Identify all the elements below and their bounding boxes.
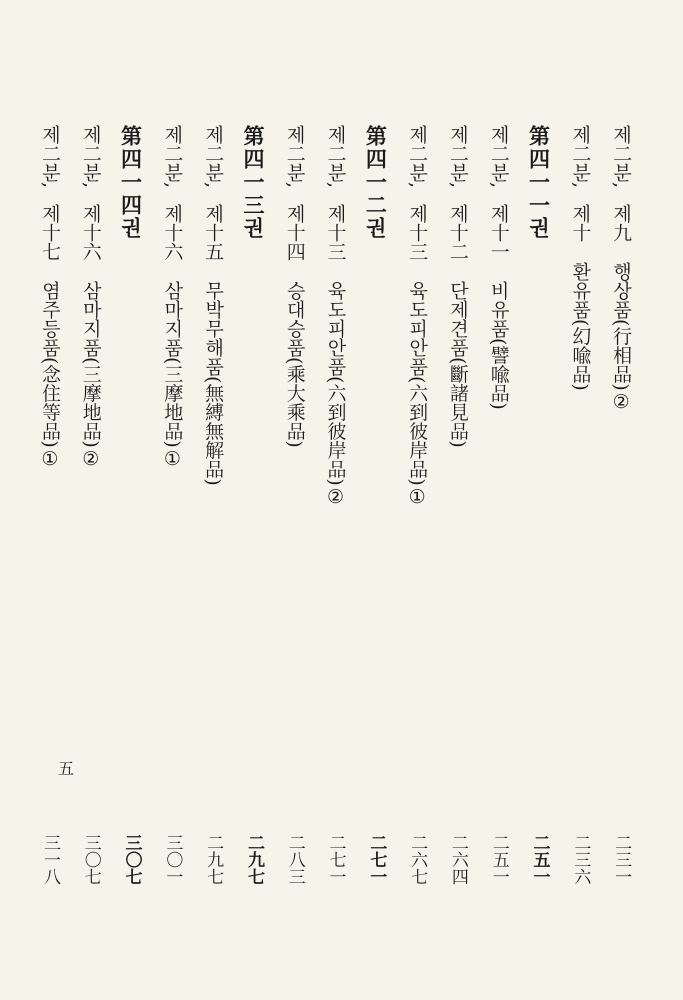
entry-page-number: 二三一 <box>611 834 632 885</box>
entry-part: 제二분, <box>161 125 184 189</box>
toc-entry-row <box>192 125 233 885</box>
entry-page-number: 二六四 <box>447 834 468 885</box>
entry-part: 제二분, <box>79 125 102 189</box>
volume-heading-row <box>111 125 152 885</box>
entry-page-number: 二七一 <box>366 834 387 885</box>
entry-title: 육도피안품(六到彼岸品)① <box>406 281 429 508</box>
entry-page-number: 二九七 <box>243 834 264 885</box>
volume-heading-row <box>355 125 396 885</box>
page-number: 五 <box>58 759 75 778</box>
entry-page-number: 二五一 <box>488 834 509 885</box>
entry-part: 제二분, <box>38 125 61 189</box>
volume-heading-row <box>233 125 274 885</box>
entry-page-number: 二九七 <box>203 834 224 885</box>
volume-title: 第四一一권 <box>526 125 552 240</box>
entry-part: 제二분, <box>569 125 592 189</box>
toc-entry-row <box>559 125 600 885</box>
entry-chapter: 제十六 <box>79 204 102 262</box>
entry-title: 염주등품(念住等品)① <box>38 281 61 470</box>
entry-chapter: 제十一 <box>487 204 510 262</box>
entry-page-number: 二六七 <box>407 834 428 885</box>
entry-title: 단제견품(斷諸見品) <box>446 281 469 448</box>
volume-title: 第四一三권 <box>240 125 266 240</box>
volume-heading-row <box>519 125 560 885</box>
entry-chapter: 제十七 <box>38 204 61 262</box>
toc-entry-row <box>478 125 519 885</box>
entry-page-number: 三〇七 <box>80 834 101 885</box>
entry-part: 제二분, <box>406 125 429 189</box>
entry-page-number: 二三六 <box>570 834 591 885</box>
entry-title: 삼마지품(三摩地品)① <box>161 281 184 470</box>
entry-chapter: 제十三 <box>324 204 347 262</box>
entry-page-number: 三一八 <box>39 834 60 885</box>
entry-part: 제二분, <box>202 125 225 189</box>
entry-chapter: 제九 <box>610 204 633 243</box>
table-of-contents <box>29 125 641 885</box>
entry-chapter: 제十四 <box>283 204 306 262</box>
entry-part: 제二분, <box>446 125 469 189</box>
entry-page-number: 二七一 <box>325 834 346 885</box>
toc-entry-row <box>274 125 315 885</box>
toc-entry-row <box>70 125 111 885</box>
volume-title: 第四一四권 <box>118 125 144 240</box>
entry-title: 육도피안품(六到彼岸品)② <box>324 281 347 508</box>
entry-page-number: 二五一 <box>529 834 550 885</box>
toc-entry-row <box>396 125 437 885</box>
entry-chapter: 제十五 <box>202 204 225 262</box>
entry-title: 비유품(譬喩品) <box>487 281 510 410</box>
entry-title: 환유품(幻喩品) <box>569 262 592 391</box>
toc-entry-row <box>600 125 641 885</box>
entry-title: 무박무해품(無縛無解品) <box>202 281 225 486</box>
entry-page-number: 三〇一 <box>162 834 183 885</box>
entry-part: 제二분, <box>487 125 510 189</box>
toc-entry-row <box>315 125 356 885</box>
volume-title: 第四一二권 <box>363 125 389 240</box>
entry-page-number: 三〇七 <box>121 834 142 885</box>
entry-chapter: 제十三 <box>406 204 429 262</box>
entry-title: 행상품(行相品)② <box>610 262 633 413</box>
toc-entry-row <box>437 125 478 885</box>
entry-title: 승대승품(乘大乘品) <box>283 281 306 448</box>
entry-title: 삼마지품(三摩地品)② <box>79 281 102 470</box>
entry-chapter: 제十二 <box>446 204 469 262</box>
entry-page-number: 二八三 <box>284 834 305 885</box>
entry-chapter: 제十六 <box>161 204 184 262</box>
toc-entry-row <box>151 125 192 885</box>
entry-part: 제二분, <box>324 125 347 189</box>
entry-part: 제二분, <box>610 125 633 189</box>
entry-part: 제二분, <box>283 125 306 189</box>
entry-chapter: 제十 <box>569 204 592 243</box>
